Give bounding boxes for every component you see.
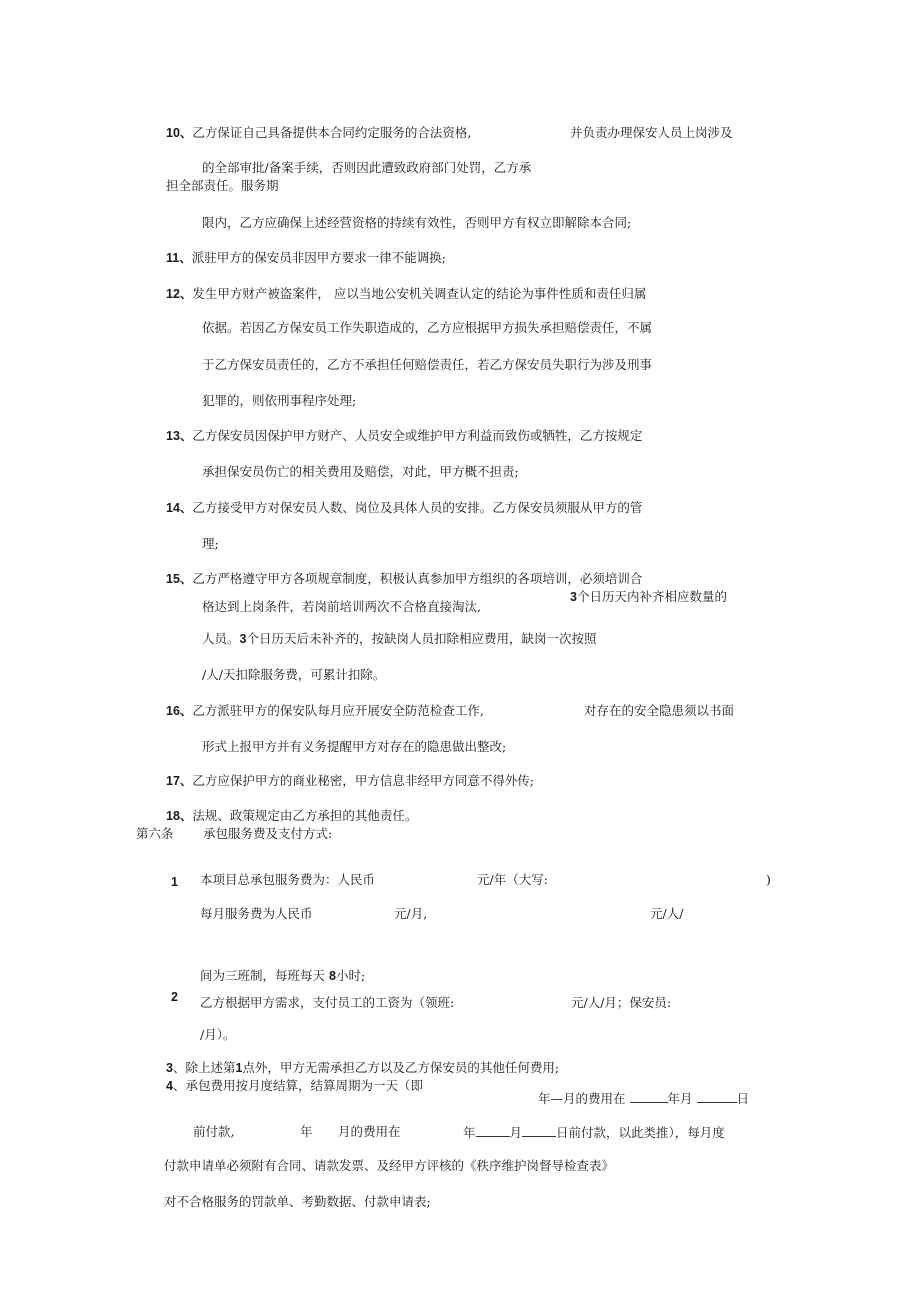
clause-14-line2: 理;	[202, 536, 219, 551]
p3: 3、除上述第1点外，甲方无需承担乙方以及乙方保安员的其他任何费用;	[166, 1060, 560, 1075]
clause-10-line4: 限内，乙方应确保上述经营资格的持续有效性，否则甲方有权立即解除本合同;	[202, 215, 632, 230]
clause-15-line3: 人员。3个日历天后未补齐的，按缺岗人员扣除相应费用，缺岗一次按照	[202, 631, 597, 646]
p4-pay-date: 年 月 日前付款，以此类推），每月度	[463, 1125, 725, 1140]
clause-15: 15、乙方严格遵守甲方各项规章制度，积极认真参加甲方组织的各项培训，必须培训合	[166, 571, 643, 586]
p2-wage-right: 元/人/月；保安员:	[571, 995, 672, 1010]
clause-13-line2: 承担保安员伤亡的相关费用及赔偿，对此，甲方概不担责;	[202, 464, 519, 479]
clause-14: 14、乙方接受甲方对保安员人数、岗位及具体人员的安排。乙方保安员须服从甲方的管	[166, 500, 643, 515]
p2-number: 2	[171, 990, 178, 1004]
clause-10-right: 并负责办理保安人员上岗涉及	[570, 125, 733, 140]
clause-11: 11、派驻甲方的保安员非因甲方要求一律不能调换;	[166, 250, 446, 265]
clause-10	[166, 127, 471, 140]
p1-total-fee: 本项目总承包服务费为：人民币	[200, 872, 376, 887]
p4-period: 年—月的费用在 年月 日	[538, 1091, 750, 1106]
clause-17: 17、乙方应保护甲方的商业秘密，甲方信息非经甲方同意不得外传;	[166, 773, 535, 788]
p2-wage-end: /月）。	[200, 1027, 236, 1042]
p2-wage: 乙方根据甲方需求，支付员工的工资为（领班:	[200, 995, 455, 1010]
p1-yuan-year: 元/年（大写:	[477, 872, 548, 887]
clause-16-line2: 形式上报甲方并有义务提醒甲方对存在的隐患做出整改;	[202, 739, 507, 754]
clause-12-line3: 于乙方保安员责任的，乙方不承担任何赔偿责任，若乙方保安员失职行为涉及刑事	[202, 357, 653, 372]
article-6-heading: 第六条	[136, 826, 174, 841]
clause-12-line2: 依据。若因乙方保安员工作失职造成的，乙方应根据甲方损失承担赔偿责任，不属	[202, 320, 653, 335]
clause-16: 16、乙方派驻甲方的保安队每月应开展安全防范检查工作,	[166, 703, 484, 718]
clause-13: 13、乙方保安员因保护甲方财产、人员安全或维护甲方利益而致伤或牺牲，乙方按规定	[166, 428, 643, 443]
article-6-title: 承包服务费及支付方式:	[203, 826, 333, 841]
clause-text: 乙方保证自己具备提供本合同约定服务的合法资格,	[192, 125, 472, 140]
clause-15-line4: /人/天扣除服务费，可累计扣除。	[202, 667, 386, 682]
p4-month-fee: 月的费用在	[338, 1124, 401, 1139]
clause-12-line4: 犯罪的，则依刑事程序处理;	[202, 393, 357, 408]
p2-shift: 间为三班制，每班每天 8小时;	[200, 968, 366, 983]
clause-15-days: 3个日历天内补齐相应数量的	[570, 589, 727, 604]
p1-close-paren: )	[766, 872, 771, 887]
p4-line3: 付款申请单必须附有合同、请款发票、及经甲方评核的《秩序维护岗督导检查表》	[164, 1158, 615, 1173]
p4-pay-before: 前付款,	[193, 1124, 235, 1139]
p4-line4: 对不合格服务的罚款单、考勤数据、付款申请表;	[164, 1194, 431, 1209]
p1-monthly-fee: 每月服务费为人民币	[200, 906, 313, 921]
p1-yuan-person: 元/人/	[650, 906, 684, 921]
clause-number: 10、	[166, 126, 193, 140]
p4-year: 年	[300, 1124, 313, 1139]
clause-10-line3: 担全部责任。服务期	[166, 178, 279, 193]
p4: 4、承包费用按月度结算，结算周期为一天（即	[166, 1078, 423, 1093]
clause-10-line2: 的全部审批/备案手续，否则因此遭致政府部门处罚，乙方承	[202, 160, 532, 175]
clause-18: 18、法规、政策规定由乙方承担的其他责任。	[166, 808, 418, 823]
clause-16-right: 对存在的安全隐患须以书面	[584, 703, 735, 718]
clause-12: 12、发生甲方财产被盗案件， 应以当地公安机关调查认定的结论为事件性质和责任归属	[166, 286, 647, 301]
p1-yuan-month: 元/月,	[394, 906, 428, 921]
p1-number: 1	[171, 875, 178, 889]
clause-15-line2: 格达到上岗条件，若岗前培训两次不合格直接淘汰,	[202, 599, 481, 614]
